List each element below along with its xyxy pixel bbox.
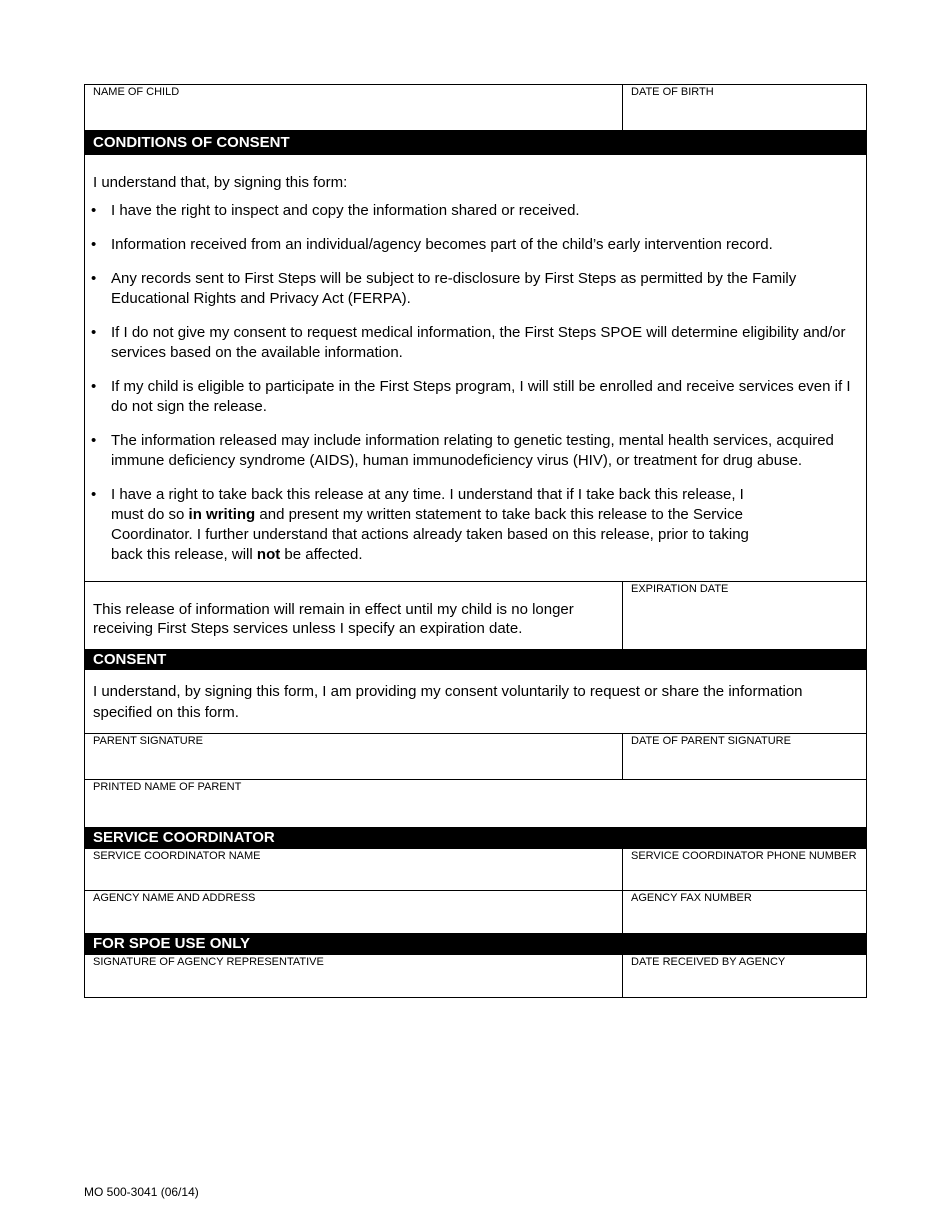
form-number: MO 500-3041 (06/14) — [84, 1185, 199, 1199]
revocation-text-1: I have a right to take back this release at any time. I understand that if I take back this release, I must do so — [111, 486, 744, 523]
revocation-emphasis-not: not — [256, 546, 281, 563]
release-statement — [85, 582, 623, 649]
date-received-field[interactable] — [623, 955, 866, 997]
condition-item-revocation — [85, 485, 858, 565]
date-received-label: DATE RECEIVED BY AGENCY — [631, 956, 786, 968]
consent-section-header: CONSENT — [85, 649, 866, 670]
coordinator-name-field[interactable] — [85, 849, 623, 890]
condition-item — [85, 323, 858, 363]
release-row — [85, 582, 866, 649]
coordinator-name-label: SERVICE COORDINATOR NAME — [93, 850, 261, 862]
condition-text: The information released may include information relating to genetic testing, mental health services, acquired immune deficiency syndrome (AIDS), human immunodeficiency virus (HIV), or treatment for drug abuse. — [111, 432, 834, 469]
spoe-row — [85, 955, 866, 997]
condition-item — [85, 377, 858, 417]
condition-text: Any records sent to First Steps will be subject to re-disclosure by First Steps as permitted by the Family Educational Rights and Privacy Act (FERPA). — [111, 270, 797, 307]
condition-item — [85, 269, 858, 309]
consent-form — [84, 84, 867, 998]
bullet-icon: • — [91, 202, 97, 219]
coordinator-phone-label: SERVICE COORDINATOR PHONE NUMBER — [631, 850, 857, 862]
bullet-icon: • — [91, 432, 97, 449]
revocation-emphasis-writing: in writing — [188, 506, 256, 523]
name-of-child-label: NAME OF CHILD — [93, 86, 180, 98]
agency-representative-signature-label: SIGNATURE OF AGENCY REPRESENTATIVE — [93, 956, 324, 968]
child-info-row — [85, 85, 866, 131]
service-coordinator-section-header: SERVICE COORDINATOR — [85, 827, 866, 849]
printed-name-field[interactable] — [85, 780, 866, 827]
bullet-icon: • — [91, 324, 97, 341]
release-text: This release of information will remain in effect until my child is no longer receiving First Steps services unless I specify an expiration date. — [93, 601, 574, 637]
coordinator-phone-field[interactable] — [623, 849, 866, 890]
expiration-date-field[interactable] — [623, 582, 866, 649]
date-of-birth-field[interactable] — [623, 85, 866, 130]
condition-text: Information received from an individual/agency becomes part of the child’s early intervention record. — [111, 236, 773, 253]
conditions-section-header: CONDITIONS OF CONSENT — [85, 131, 866, 155]
condition-item — [85, 431, 858, 471]
condition-item — [85, 235, 858, 255]
expiration-date-label: EXPIRATION DATE — [631, 583, 729, 595]
parent-signature-field[interactable] — [85, 734, 623, 779]
conditions-body — [85, 155, 866, 582]
printed-name-label: PRINTED NAME OF PARENT — [93, 781, 242, 793]
name-of-child-field[interactable] — [85, 85, 623, 130]
revocation-text-3: be affected. — [280, 546, 363, 563]
agency-representative-signature-field[interactable] — [85, 955, 623, 997]
bullet-icon: • — [91, 378, 97, 395]
parent-signature-label: PARENT SIGNATURE — [93, 735, 204, 747]
conditions-list — [93, 201, 858, 565]
date-parent-signature-label: DATE OF PARENT SIGNATURE — [631, 735, 791, 747]
agency-fax-field[interactable] — [623, 891, 866, 933]
date-of-birth-label: DATE OF BIRTH — [631, 86, 714, 98]
date-parent-signature-field[interactable] — [623, 734, 866, 779]
condition-text: If my child is eligible to participate in the First Steps program, I will still be enrolled and receive services even if I do not sign the release. — [111, 378, 851, 415]
spoe-section-header: FOR SPOE USE ONLY — [85, 933, 866, 955]
condition-text: If I do not give my consent to request medical information, the First Steps SPOE will determine eligibility and/or services based on the available information. — [111, 324, 846, 361]
revocation-text-2: and present my written statement to take back this release to the Service Coordinator. I further understand that actions already taken based on this release, prior to taking back this release, will — [111, 506, 749, 563]
agency-fax-label: AGENCY FAX NUMBER — [631, 892, 752, 904]
coordinator-row — [85, 849, 866, 891]
agency-name-address-field[interactable] — [85, 891, 623, 933]
condition-item — [85, 201, 858, 221]
agency-name-address-label: AGENCY NAME AND ADDRESS — [93, 892, 256, 904]
bullet-icon: • — [91, 486, 97, 503]
conditions-intro: I understand that, by signing this form: — [93, 174, 348, 191]
parent-signature-row — [85, 734, 866, 780]
agency-row — [85, 891, 866, 933]
consent-statement: I understand, by signing this form, I am providing my consent voluntarily to request or share the information specified on this form. — [85, 670, 866, 734]
condition-text: I have the right to inspect and copy the information shared or received. — [111, 202, 580, 219]
bullet-icon: • — [91, 236, 97, 253]
bullet-icon: • — [91, 270, 97, 287]
